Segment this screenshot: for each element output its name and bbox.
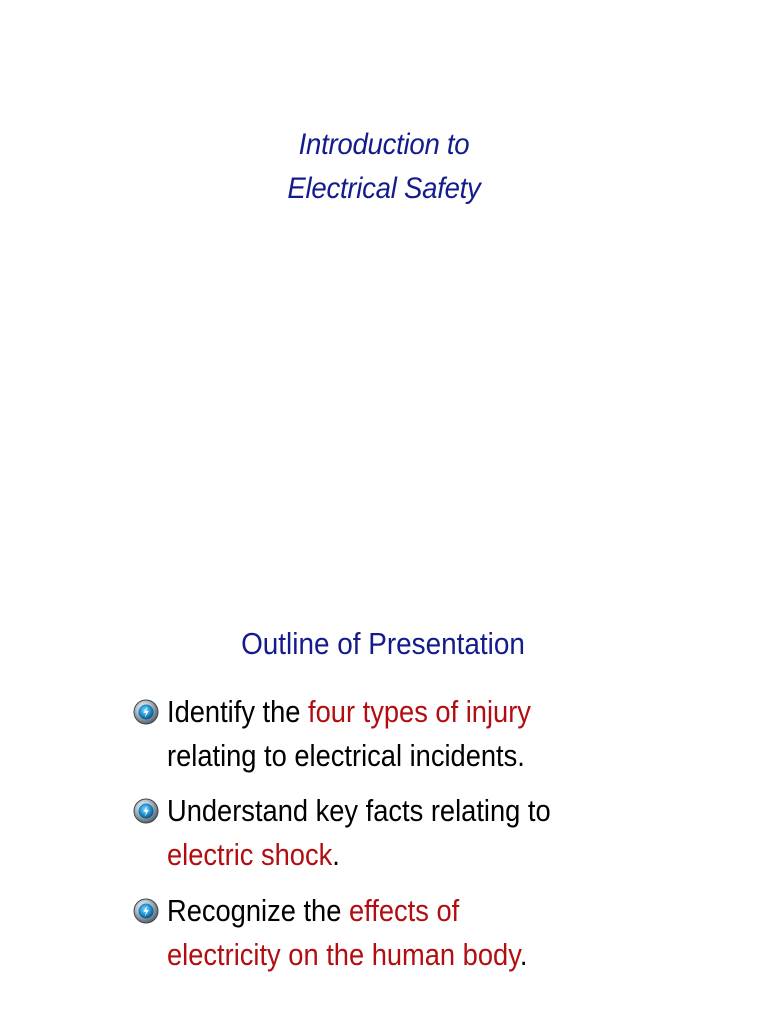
- bullet-highlight: electric shock: [167, 837, 333, 872]
- bullet-text: .: [519, 937, 528, 972]
- bullet-text: Recognize the: [167, 893, 349, 928]
- lightning-orb-icon: [133, 798, 159, 824]
- slide-title-line-1: Introduction to: [298, 128, 470, 161]
- bullet-text: Understand key facts relating to: [167, 793, 551, 828]
- bullet-2-line-2: [167, 833, 340, 877]
- outline-heading: Outline of Presentation: [241, 626, 525, 661]
- bullet-text: Identify the: [167, 694, 309, 729]
- bullet-1-line-2: [167, 734, 525, 778]
- lightning-orb-icon: [133, 898, 159, 924]
- bullet-highlight: four types of injury: [308, 694, 531, 729]
- bullet-3-line-2: [167, 933, 527, 977]
- lightning-orb-icon: [133, 699, 159, 725]
- bullet-2-line-1: [167, 789, 551, 833]
- bullet-1-line-1: [167, 690, 531, 734]
- slide-title-line-2: Electrical Safety: [287, 172, 481, 205]
- bullet-highlight: effects of: [348, 893, 460, 928]
- bullet-text: relating to electrical incidents.: [167, 738, 525, 773]
- bullet-highlight: electricity on the human body: [167, 937, 520, 972]
- bullet-text: .: [332, 837, 340, 872]
- bullet-3-line-1: [167, 889, 459, 933]
